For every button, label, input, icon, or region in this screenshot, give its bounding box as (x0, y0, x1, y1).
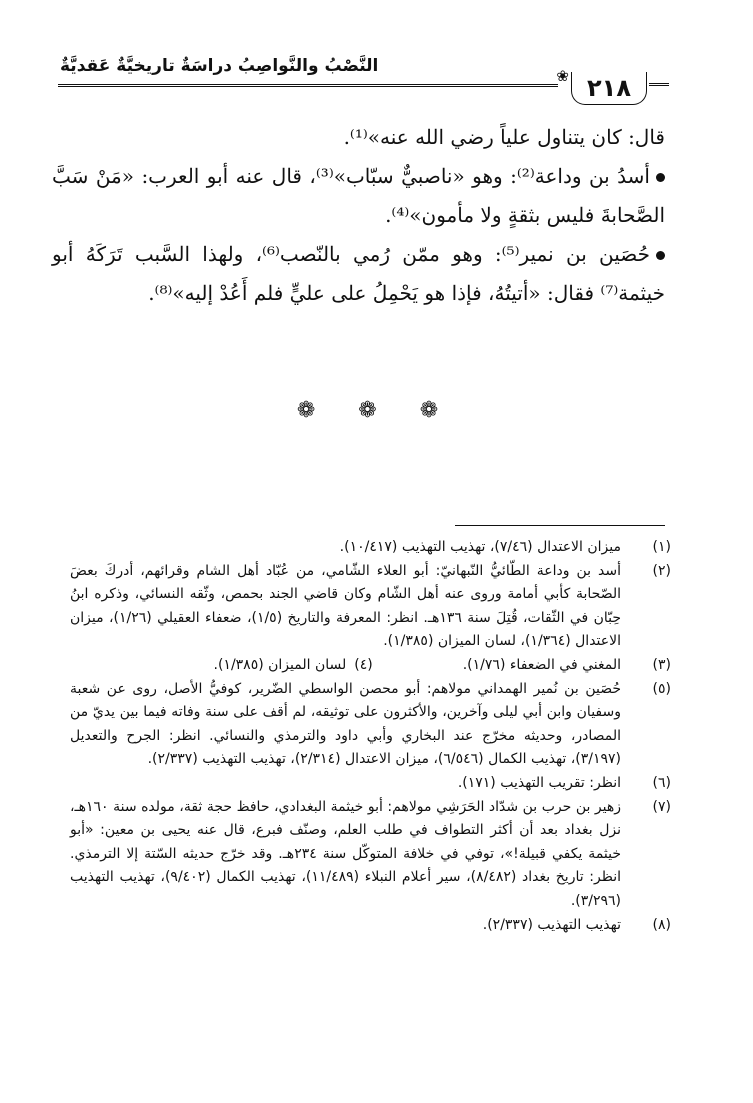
footnote-number: (٣) (652, 656, 671, 673)
footnote-rule (455, 525, 665, 526)
entry-asad-text: أسدُ بن وداعة⁽²⁾: وهو «ناصبيٌّ سبّاب»⁽³⁾، قال عنه أبو العرب: «مَنْ سَبَّ الصَّحابةَ فليس بثقةٍ ولا مأمون»⁽⁴⁾. (52, 164, 665, 227)
footnote-number: (٧) (652, 798, 671, 815)
running-title: النَّصْبُ والنَّواصِبُ دراسَةٌ تاريخيَّةٌ عَقديَّةٌ (60, 56, 379, 76)
section-separator-icon: ❁ ❁ ❁ (296, 398, 457, 423)
paragraph-continuation: قال: كان يتناول علياً رضي الله عنه»⁽¹⁾. (343, 125, 665, 149)
header-double-rule (58, 84, 558, 87)
footnote-pair (214, 654, 622, 678)
footnote-text: تهذيب التهذيب (٢/٣٣٧). (482, 916, 621, 933)
page-header (58, 52, 669, 112)
footnote-number: (١) (652, 539, 671, 555)
entry-husayn (52, 235, 665, 313)
bullet-icon (656, 251, 665, 260)
header-side-rule (649, 83, 669, 86)
entry-asad (52, 157, 665, 235)
footnote-number: (٤) (354, 656, 373, 673)
footnote-1 (70, 536, 671, 560)
footnote-7 (70, 796, 671, 914)
footnote-3-4 (70, 654, 671, 678)
footnote-8 (70, 914, 671, 938)
footnote-number: (٦) (652, 774, 671, 791)
footnote-text: زهير بن حرب بن شدّاد الحَرَشِي مولاهم: أبو خيثمة البغدادي، حافظ حجة ثقة، مولده سنة ١٦٠هـ، نزل بغداد بعد أن أكثر التطواف في طلب العلم، وصنّف فبرع، قال عنه يحيى بن معين: «أبو خيثمة يكفي قبيلة!»، توفي في خلافة المتوكّل سنة ٢٣٤هـ. وقد خرّج حديثه السّتة إلا الترمذي. انظر: تاريخ بغداد (٨/٤٨٢)، سير أعلام النبلاء (١١/٤٨٩)، تهذيب الكمال (٩/٤٠٢)، تهذيب التهذيب (٣/٢٩٦). (70, 798, 622, 909)
footnote-5 (70, 678, 671, 772)
footnote-number: (٢) (652, 562, 671, 579)
footnote-gap (373, 654, 463, 678)
footnote-text: حُصَين بن نُمير الهمداني مولاهم: أبو محصن الواسطي الضّرير، كوفيُّ الأصل، روى عن شعبة وسفيان وابن أبي ليلى وآخرين، والأكثرون على توثيقه، لم أقف على سنة وفاته فيما بين يديّ من المصادر، وحديثه مخرّج عند البخاري وأبي داود والترمذي والنسائي. انظر: الجرح والتعديل (٣/١٩٧)، تهذيب الكمال (٦/٥٤٦)، ميزان الاعتدال (٢/٣١٤)، تهذيب التهذيب (٢/٣٣٧). (70, 680, 621, 768)
footnote-6 (70, 772, 671, 796)
footnote-text: لسان الميزان (١/٣٨٥). (213, 656, 347, 673)
footnote-text: أسد بن وداعة الطّائيُّ النّبهانيّ: أبو العلاء الشّامي، من عُبّاد أهل الشام وقرائهم، أدركَ بعضَ الصّحابة كأبي أمامة وروى عنه أهل الشّام وكان قاضي الجند بحمص، وثّقه النسائي، وذكره ابنُ حِبّان في الثّقات، قُتِلَ سنة ١٣٦هـ. انظر: المعرفة والتاريخ (١/٥)، ضعفاء العقيلي (١/٢٦)، ميزان الاعتدال (١/٣٦٤)، لسان الميزان (١/٣٨٥). (70, 562, 621, 650)
footnote-number: (٥) (652, 680, 671, 697)
footnote-text: انظر: تقريب التهذيب (١٧١). (457, 774, 621, 791)
flower-ornament-icon: ❀ (556, 67, 569, 85)
footnote-text: ميزان الاعتدال (٧/٤٦)، تهذيب التهذيب (١٠/٤١٧). (339, 539, 621, 555)
footnotes (70, 536, 671, 937)
bullet-icon (656, 173, 665, 182)
entry-husayn-text: حُصَين بن نمير⁽⁵⁾: وهو ممّن رُمي بالنّصب⁽⁶⁾، ولهذا السَّبب تَرَكَهُ أبو خيثمة⁽⁷⁾ فقال: «أتيتُهُ، فإذا هو يَحْمِلُ على عليٍّ فلم أَعُدْ إليه»⁽⁸⁾. (52, 242, 665, 305)
footnote-spacer (346, 654, 354, 678)
page-number-frame (571, 72, 647, 105)
page-number: ٢١٨ (587, 74, 631, 102)
main-text (52, 118, 665, 313)
footnote-text: المغني في الضعفاء (١/٧٦). (462, 656, 621, 673)
footnote-number: (٨) (652, 916, 671, 933)
footnote-2 (70, 560, 671, 654)
